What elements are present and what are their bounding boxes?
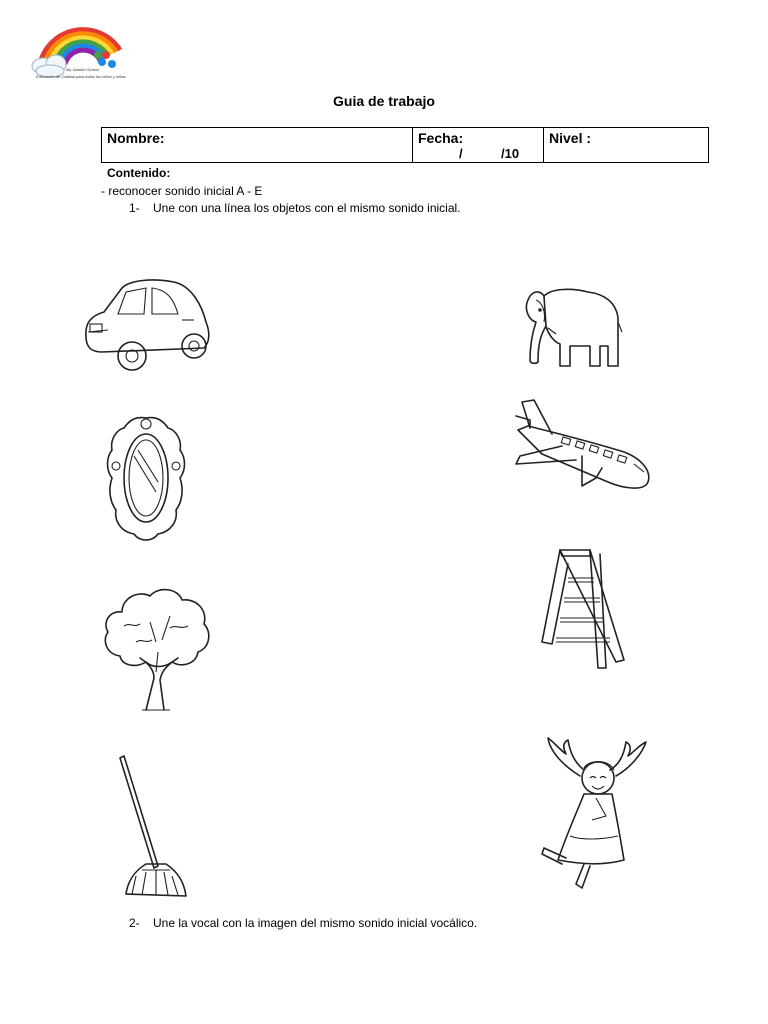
logo-tagline: Educación de Calidad para todos los niños y niñas: [36, 74, 126, 79]
fecha-cell[interactable]: [412, 128, 543, 162]
fecha-month: /10: [501, 146, 520, 161]
elephant-icon[interactable]: [518, 282, 624, 372]
nombre-cell[interactable]: [102, 128, 412, 162]
instruction-2-number: 2-: [129, 916, 140, 930]
instruction-1-number: 1-: [129, 201, 140, 215]
broom-icon[interactable]: [106, 752, 192, 902]
page-title: Guia de trabajo: [333, 93, 435, 109]
mirror-icon[interactable]: [104, 414, 188, 544]
airplane-icon[interactable]: [512, 394, 654, 496]
school-logo: [28, 12, 138, 82]
header-table: [101, 127, 709, 163]
nombre-label: Nombre:: [107, 130, 165, 146]
fecha-label: Fecha:: [418, 130, 464, 146]
nivel-label: Nivel :: [549, 130, 592, 146]
instruction-2-text: Une la vocal con la imagen del mismo sonido inicial vocálico.: [153, 916, 478, 930]
content-topic: - reconocer sonido inicial A - E: [101, 184, 263, 198]
nivel-cell[interactable]: [543, 128, 708, 162]
fecha-separator: /: [459, 146, 463, 161]
instruction-1-text: Une con una línea los objetos con el mismo sonido inicial.: [153, 201, 461, 215]
tree-icon[interactable]: [100, 582, 214, 714]
car-icon[interactable]: [82, 276, 214, 376]
content-label: Contenido:: [107, 166, 171, 180]
angel-icon[interactable]: [540, 736, 650, 890]
ladder-icon[interactable]: [540, 546, 626, 680]
logo-name: My Garden School: [66, 67, 100, 72]
